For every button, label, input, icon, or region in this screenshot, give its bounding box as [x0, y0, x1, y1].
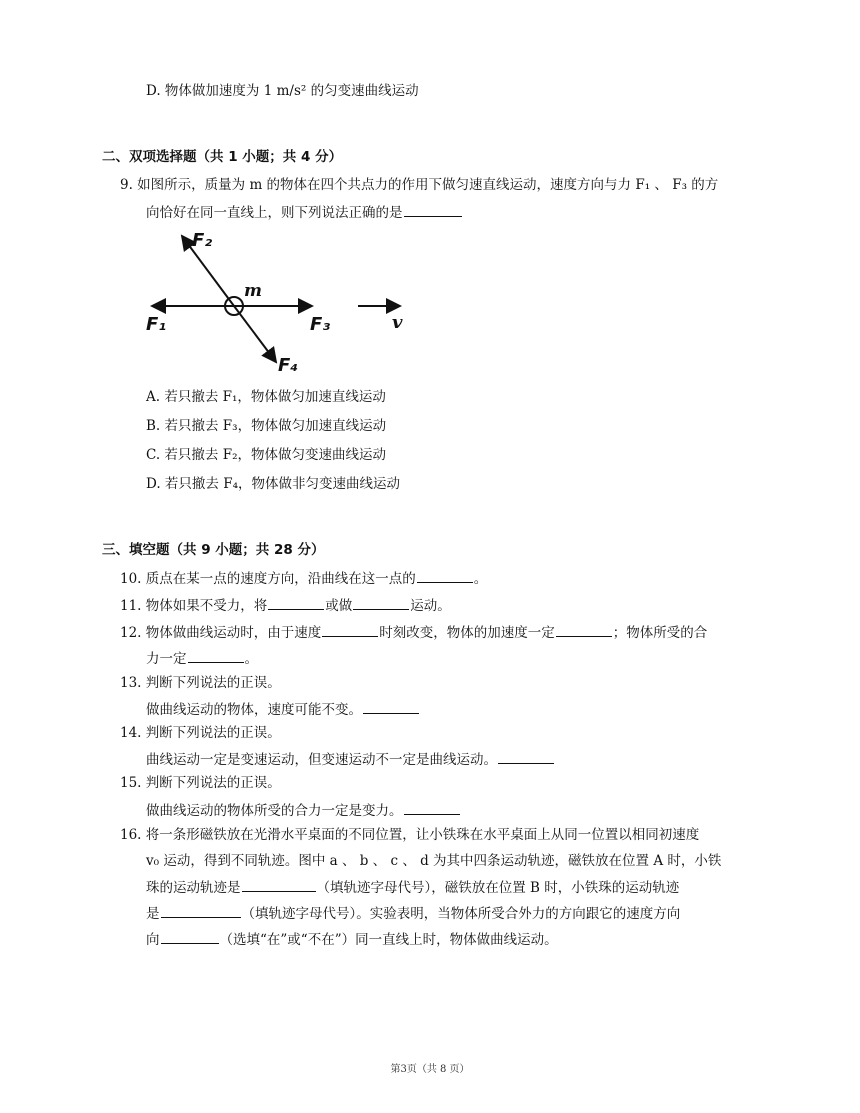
q12-text-a: 12. 物体做曲线运动时，由于速度 — [120, 625, 322, 641]
q12-blank-1[interactable] — [322, 622, 378, 637]
q15-statement — [146, 800, 461, 820]
q16-text-5a: 向 — [146, 932, 160, 948]
q9-stem-line2 — [146, 202, 463, 222]
q9-option-a: A. 若只撤去 F₁，物体做匀加速直线运动 — [146, 389, 386, 405]
q12-text-e: 。 — [244, 651, 258, 667]
q9-answer-blank[interactable] — [404, 202, 462, 217]
q10-blank[interactable] — [417, 568, 473, 583]
q12-text-c: ；物体所受的合 — [612, 625, 708, 641]
q11-blank-1[interactable] — [268, 595, 324, 610]
q11-text-a: 11. 物体如果不受力，将 — [120, 598, 268, 614]
q9-option-c: C. 若只撤去 F₂，物体做匀变速曲线运动 — [146, 447, 387, 463]
q12-line1 — [120, 622, 707, 642]
q16-text-5b: （选填“在”或“不在”）同一直线上时，物体做曲线运动。 — [219, 932, 558, 948]
q10-text: 10. 质点在某一点的速度方向，沿曲线在这一点的 — [120, 571, 416, 587]
q16-line1: 16. 将一条形磁铁放在光滑水平桌面的不同位置，让小铁珠在水平桌面上从同一位置以相同初速度 — [120, 827, 700, 843]
force-diagram — [140, 226, 420, 376]
q16-text-3a: 珠的运动轨迹是 — [146, 880, 241, 896]
q14-statement — [146, 749, 555, 769]
q12-line2 — [146, 648, 258, 668]
q11 — [120, 595, 451, 615]
q13-blank[interactable] — [363, 699, 419, 714]
q15-blank[interactable] — [404, 800, 460, 815]
q16-text-3b: （填轨迹字母代号），磁铁放在位置 B 时，小铁珠的运动轨迹 — [316, 880, 680, 896]
q9-stem-text: 向恰好在同一直线上，则下列说法正确的是 — [146, 205, 403, 221]
q14-stem: 14. 判断下列说法的正误。 — [120, 725, 281, 741]
q12-blank-2[interactable] — [556, 622, 612, 637]
label-m: m — [244, 281, 262, 301]
q12-text-b: 时刻改变，物体的加速度一定 — [379, 625, 555, 641]
label-f1: F₁ — [146, 314, 167, 335]
q11-text-b: 或做 — [325, 598, 353, 614]
q16-line3 — [146, 877, 679, 897]
section-title-double-choice: 二、双项选择题（共 1 小题；共 4 分） — [102, 149, 343, 165]
q8-option-d: D. 物体做加速度为 1 m/s² 的匀变速曲线运动 — [146, 83, 419, 99]
q13-stem: 13. 判断下列说法的正误。 — [120, 675, 281, 691]
q15-stem: 15. 判断下列说法的正误。 — [120, 775, 281, 791]
label-f2: F₂ — [192, 230, 213, 251]
section-title-fill-blank: 三、填空题（共 9 小题；共 28 分） — [102, 542, 325, 558]
label-f4: F₄ — [278, 355, 299, 376]
q9-stem-line1: 9. 如图所示，质量为 m 的物体在四个共点力的作用下做匀速直线运动，速度方向与力 F₁ 、 F₃ 的方 — [120, 177, 719, 193]
q16-blank-3[interactable] — [161, 929, 219, 944]
q11-blank-2[interactable] — [353, 595, 409, 610]
q11-text-c: 运动。 — [410, 598, 451, 614]
force-f4-arrow — [234, 306, 276, 362]
q12-blank-3[interactable] — [188, 648, 244, 663]
q14-text: 曲线运动一定是变速运动，但变速运动不一定是曲线运动。 — [146, 752, 497, 768]
q13-text: 做曲线运动的物体，速度可能不变。 — [146, 702, 362, 718]
q14-blank[interactable] — [498, 749, 554, 764]
q16-blank-2[interactable] — [161, 903, 241, 918]
q9-option-d: D. 若只撤去 F₄，物体做非匀变速曲线运动 — [146, 476, 400, 492]
q16-line4 — [146, 903, 680, 923]
q16-line5 — [146, 929, 558, 949]
q16-text-4b: （填轨迹字母代号）。实验表明，当物体所受合外力的方向跟它的速度方向 — [241, 906, 681, 922]
q10-end: 。 — [473, 571, 488, 587]
q16-line2: v₀ 运动，得到不同轨迹。图中 a 、 b 、 c 、 d 为其中四条运动轨迹，磁铁放在位置 A 时，小铁 — [146, 853, 722, 869]
q9-option-b: B. 若只撤去 F₃，物体做匀加速直线运动 — [146, 418, 387, 434]
label-v: v — [392, 312, 403, 333]
q13-statement — [146, 699, 420, 719]
q16-blank-1[interactable] — [242, 877, 316, 892]
label-f3: F₃ — [310, 314, 331, 335]
q10 — [120, 568, 487, 588]
page-footer: 第3页（共 8 页） — [390, 1064, 470, 1075]
q15-text: 做曲线运动的物体所受的合力一定是变力。 — [146, 803, 403, 819]
q16-text-4a: 是 — [146, 906, 160, 922]
q12-text-d: 力一定 — [146, 651, 187, 667]
